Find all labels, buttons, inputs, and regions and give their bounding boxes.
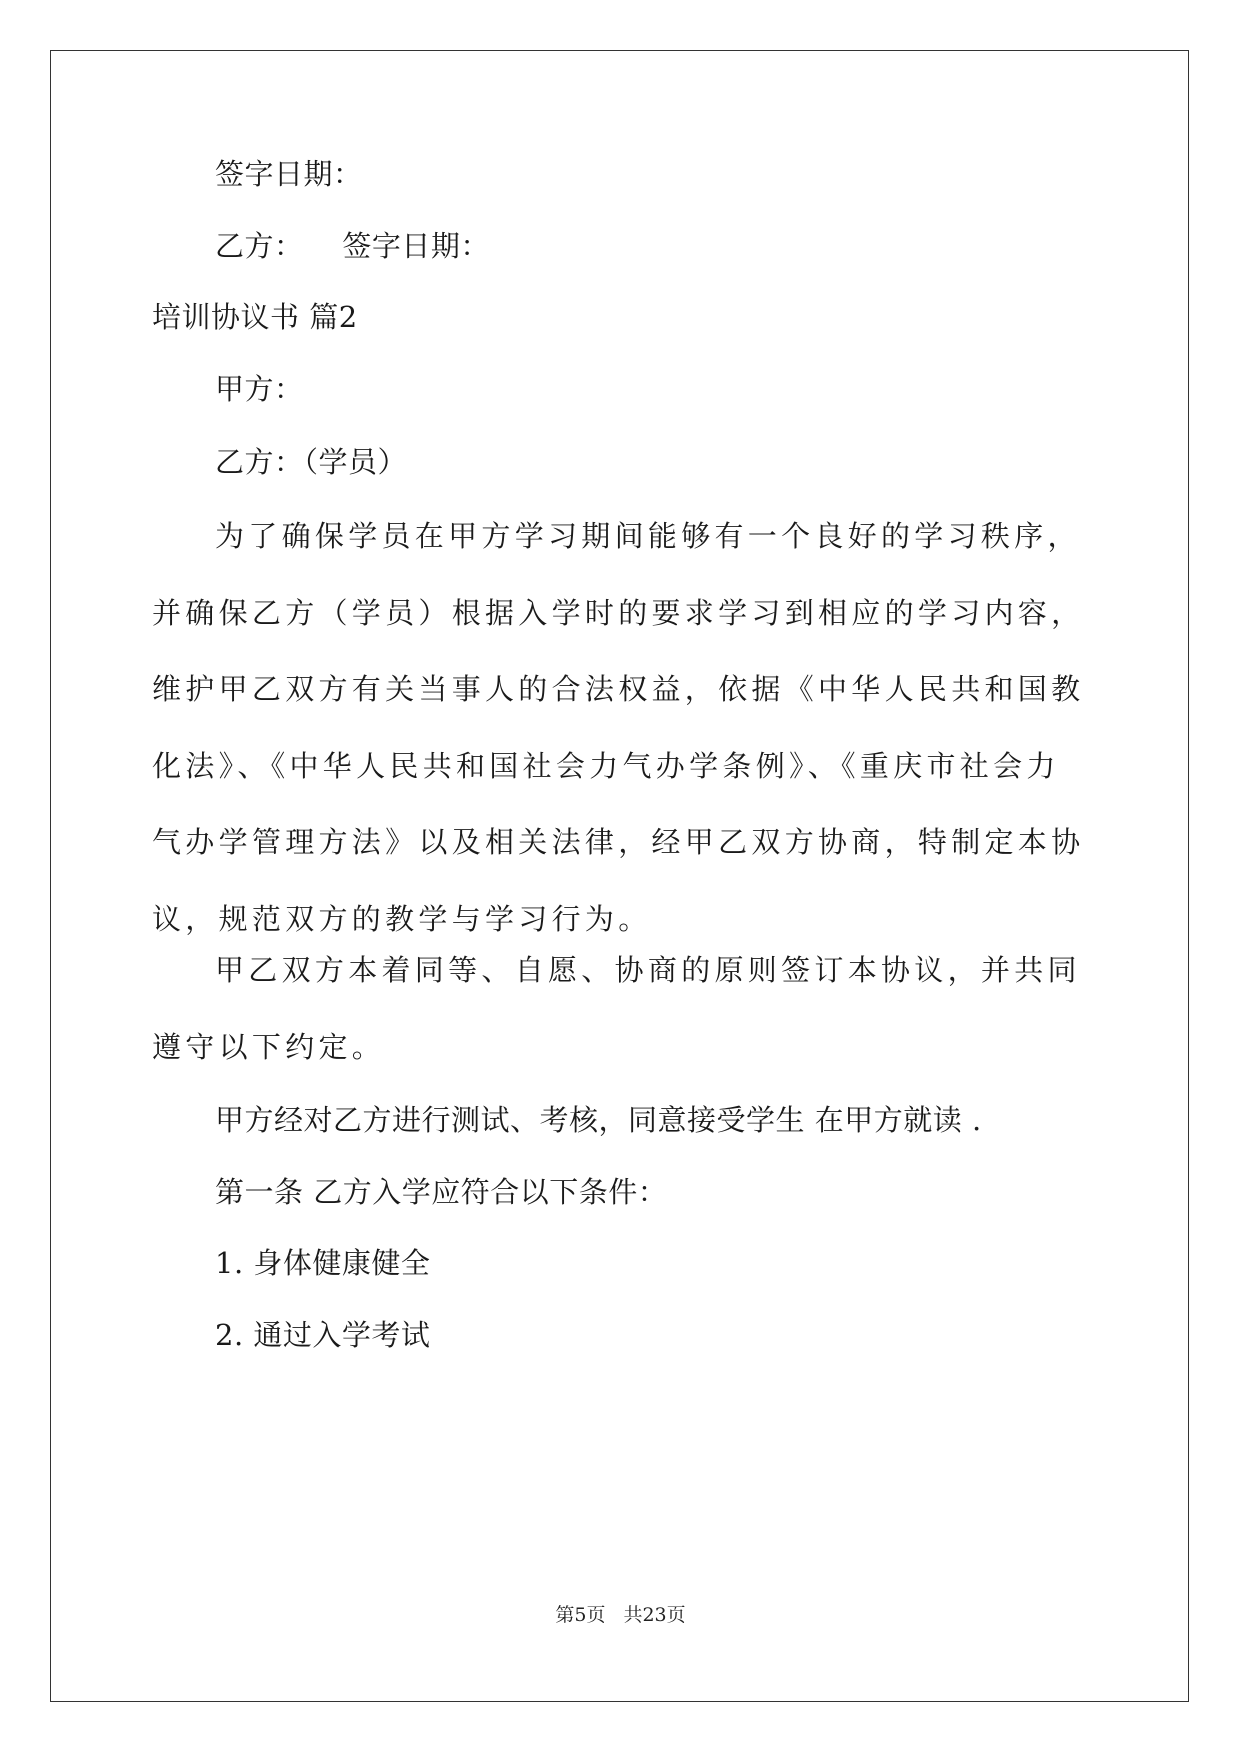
list-item-1: 1. 身体健康健全 xyxy=(215,1246,431,1280)
page-label-prefix: 第 xyxy=(555,1604,575,1626)
sign-date-line: 签字日期： xyxy=(215,157,363,191)
paragraph-principles: 甲乙双方本着同等、自愿、协商的原则签订本协议，并共同遵守以下约定。 xyxy=(152,953,1081,1064)
party-a-line: 甲方： xyxy=(215,372,304,406)
party-b-student-line: 乙方：（学员） xyxy=(215,445,408,479)
paragraph-purpose: 为了确保学员在甲方学习期间能够有一个良好的学习秩序，并确保乙方（学员）根据入学时的要求学习到相应的学习内容，维护甲乙双方有关当事人的合法权益，依据《中华人民共和国教化法》、《中华人民共和国社会力气办学条例》、《重庆市社会力气办学管理方法》以及相关法律，经甲乙双方协商，特制定本协议，规范双方的教学与学习行为。 xyxy=(152,519,1085,936)
page-number: 5 xyxy=(574,1604,587,1626)
article-1-heading: 第一条 乙方入学应符合以下条件： xyxy=(215,1175,668,1209)
page-label-suffix: 页 xyxy=(586,1604,606,1626)
page-footer xyxy=(0,1600,1241,1627)
section-title: 培训协议书 篇2 xyxy=(152,300,358,334)
agreement-line: 甲方经对乙方进行测试、考核，同意接受学生 在甲方就读 . xyxy=(215,1103,982,1137)
total-suffix: 页 xyxy=(666,1604,686,1626)
party-b-sign-line: 乙方： 签字日期： xyxy=(215,229,490,263)
total-pages: 23 xyxy=(642,1604,667,1626)
list-item-2: 2. 通过入学考试 xyxy=(215,1318,431,1352)
total-prefix: 共 xyxy=(623,1604,643,1626)
